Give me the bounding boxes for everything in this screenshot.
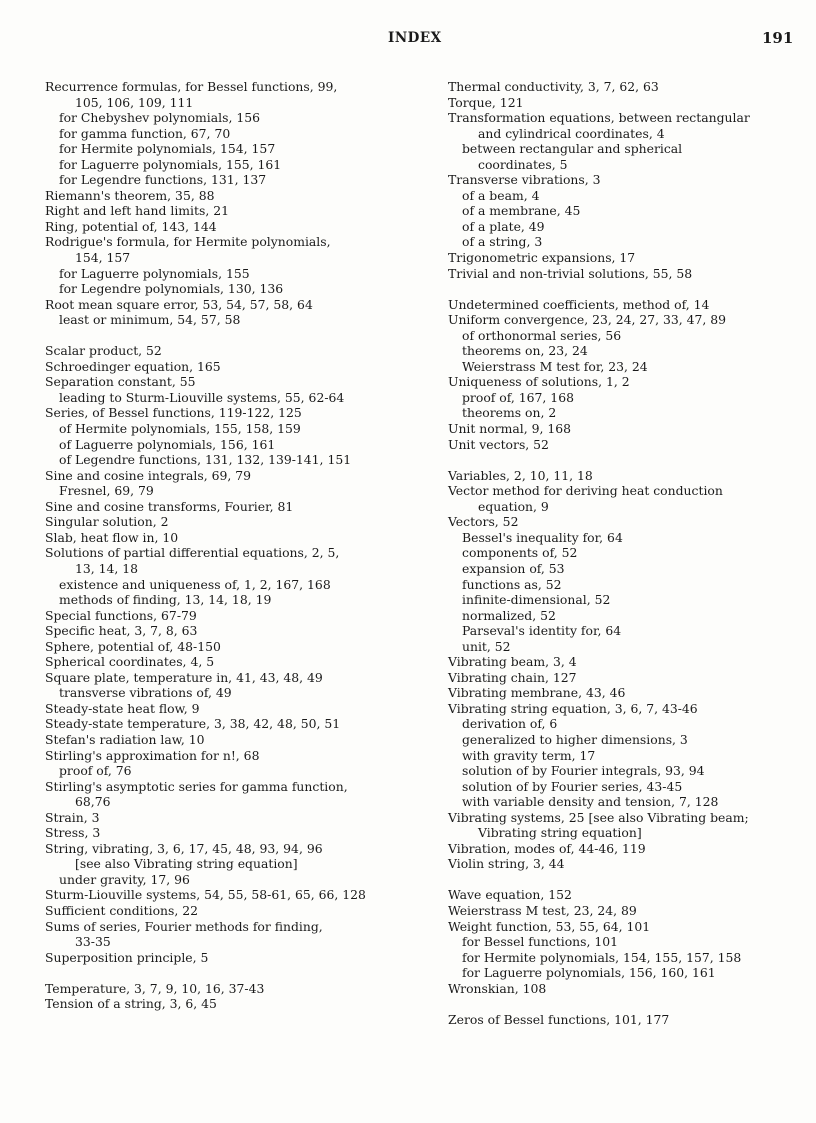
index-entry: Weight function, 53, 55, 64, 101 (448, 918, 651, 934)
index-entry: Stirling's asymptotic series for gamma function, (45, 778, 348, 794)
index-entry: Violin string, 3, 44 (448, 856, 565, 872)
index-subentry: proof of, 76 (59, 763, 132, 779)
index-entry: Sine and cosine integrals, 69, 79 (45, 467, 252, 483)
index-entry: Recurrence formulas, for Bessel functions, 99, (45, 79, 338, 94)
index-subentry: for Laguerre polynomials, 155 (59, 265, 250, 281)
index-subentry: under gravity, 17, 96 (59, 871, 190, 887)
index-entry: Vibrating beam, 3, 4 (448, 654, 577, 670)
index-entry: Specific heat, 3, 7, 8, 63 (45, 623, 198, 639)
index-subentry: of orthonormal series, 56 (462, 327, 622, 343)
section-gap (448, 996, 793, 1012)
index-column-left (45, 79, 395, 1012)
index-subentry: of a membrane, 45 (462, 203, 581, 219)
index-subentry: theorems on, 2 (462, 405, 557, 421)
index-entry: Right and left hand limits, 21 (45, 203, 229, 219)
index-entry: Solutions of partial differential equations, 2, 5, (45, 545, 340, 561)
index-subentry: Weierstrass M test for, 23, 24 (462, 358, 648, 374)
index-entry: Sums of series, Fourier methods for finding, (45, 918, 323, 934)
page-header (0, 30, 816, 50)
index-entry: Stirling's approximation for n!, 68 (45, 747, 260, 763)
index-subentry: Vibrating string equation] (478, 825, 642, 841)
index-entry: Weierstrass M test, 23, 24, 89 (448, 902, 637, 918)
index-entry: Thermal conductivity, 3, 7, 62, 63 (448, 79, 659, 94)
index-entry: Vibrating membrane, 43, 46 (448, 685, 626, 701)
index-subentry: normalized, 52 (462, 607, 556, 623)
index-entry: Rodrigue's formula, for Hermite polynomials, (45, 234, 331, 250)
index-subentry: expansion of, 53 (462, 560, 565, 576)
index-entry: Unit normal, 9, 168 (448, 421, 572, 437)
index-entry: Root mean square error, 53, 54, 57, 58, 64 (45, 296, 313, 312)
section-gap (448, 872, 793, 888)
index-entry: Scalar product, 52 (45, 343, 162, 359)
index-subentry: of a string, 3 (462, 234, 543, 250)
index-entry: Spherical coordinates, 4, 5 (45, 654, 215, 670)
index-subentry: for Laguerre polynomials, 156, 160, 161 (462, 965, 716, 981)
index-entry: Transverse vibrations, 3 (448, 172, 601, 188)
index-entry: Ring, potential of, 143, 144 (45, 218, 217, 234)
index-entry: Wronskian, 108 (448, 980, 547, 996)
index-subentry: 68,76 (75, 794, 111, 810)
index-entry: Torque, 121 (448, 94, 524, 110)
section-gap (45, 965, 395, 981)
index-entry: Tension of a string, 3, 6, 45 (45, 996, 217, 1012)
index-subentry: for Legendre polynomials, 130, 136 (59, 281, 284, 297)
index-subentry: coordinates, 5 (478, 156, 568, 172)
index-entry: Vectors, 52 (448, 514, 519, 530)
index-subentry: for Chebyshev polynomials, 156 (59, 110, 260, 126)
index-subentry: methods of finding, 13, 14, 18, 19 (59, 592, 272, 608)
index-subentry: for Legendre functions, 131, 137 (59, 172, 267, 188)
index-subentry: proof of, 167, 168 (462, 389, 574, 405)
index-subentry: Fresnel, 69, 79 (59, 483, 154, 499)
index-subentry: with variable density and tension, 7, 128 (462, 794, 719, 810)
index-entry: Vibrating systems, 25 [see also Vibrating beam; (448, 809, 749, 825)
index-subentry: leading to Sturm-Liouville systems, 55, 62-64 (59, 389, 345, 405)
section-gap (448, 281, 793, 297)
index-entry: Strain, 3 (45, 809, 100, 825)
index-subentry: of a plate, 49 (462, 218, 545, 234)
index-subentry: theorems on, 23, 24 (462, 343, 588, 359)
index-entry: Sturm-Liouville systems, 54, 55, 58-61, 65, 66, 128 (45, 887, 366, 903)
index-entry: Zeros of Bessel functions, 101, 177 (448, 1011, 670, 1027)
index-entry: Series, of Bessel functions, 119-122, 125 (45, 405, 302, 421)
index-entry: Transformation equations, between rectangular (448, 110, 750, 126)
index-entry: Stefan's radiation law, 10 (45, 731, 205, 747)
index-subentry: derivation of, 6 (462, 716, 558, 732)
index-subentry: of Hermite polynomials, 155, 158, 159 (59, 421, 301, 437)
index-subentry: functions as, 52 (462, 576, 562, 592)
index-entry: Schroedinger equation, 165 (45, 358, 221, 374)
index-subentry: for gamma function, 67, 70 (59, 125, 231, 141)
index-entry: Singular solution, 2 (45, 514, 169, 530)
index-subentry: 13, 14, 18 (75, 560, 139, 576)
index-entry: Unit vectors, 52 (448, 436, 549, 452)
index-subentry: solution of by Fourier series, 43-45 (462, 778, 683, 794)
index-subentry: generalized to higher dimensions, 3 (462, 731, 688, 747)
index-subentry: components of, 52 (462, 545, 578, 561)
index-entry: Sufficient conditions, 22 (45, 902, 199, 918)
index-subentry: 105, 106, 109, 111 (75, 94, 194, 110)
index-subentry: of Laguerre polynomials, 156, 161 (59, 436, 276, 452)
index-entry: Separation constant, 55 (45, 374, 196, 390)
index-subentry: unit, 52 (462, 638, 511, 654)
index-subentry: solution of by Fourier integrals, 93, 94 (462, 763, 705, 779)
index-subentry: 154, 157 (75, 250, 131, 266)
index-entry: String, vibrating, 3, 6, 17, 45, 48, 93, 94, 96 (45, 840, 323, 856)
running-head: INDEX (388, 30, 442, 46)
index-entry: Steady-state temperature, 3, 38, 42, 48, 50, 51 (45, 716, 341, 732)
index-subentry: 33-35 (75, 934, 111, 950)
index-subentry: transverse vibrations of, 49 (59, 685, 232, 701)
index-subentry: for Laguerre polynomials, 155, 161 (59, 156, 282, 172)
index-subentry: for Bessel functions, 101 (462, 934, 619, 950)
index-subentry: [see also Vibrating string equation] (75, 856, 298, 872)
index-subentry: for Hermite polynomials, 154, 155, 157, 158 (462, 949, 742, 965)
index-subentry: Parseval's identity for, 64 (462, 623, 622, 639)
index-subentry: for Hermite polynomials, 154, 157 (59, 141, 276, 157)
index-entry: Variables, 2, 10, 11, 18 (448, 467, 593, 483)
index-entry: Trigonometric expansions, 17 (448, 250, 636, 266)
index-entry: Square plate, temperature in, 41, 43, 48, 49 (45, 669, 323, 685)
index-entry: Trivial and non-trivial solutions, 55, 58 (448, 265, 693, 281)
index-entry: Vibrating string equation, 3, 6, 7, 43-46 (448, 700, 698, 716)
index-entry: Temperature, 3, 7, 9, 10, 16, 37-43 (45, 980, 265, 996)
index-entry: Uniform convergence, 23, 24, 27, 33, 47, 89 (448, 312, 727, 328)
index-entry: Riemann's theorem, 35, 88 (45, 187, 215, 203)
section-gap (45, 328, 395, 344)
index-entry: Sphere, potential of, 48-150 (45, 638, 221, 654)
index-entry: Sine and cosine transforms, Fourier, 81 (45, 498, 294, 514)
index-entry: Special functions, 67-79 (45, 607, 197, 623)
index-entry: Uniqueness of solutions, 1, 2 (448, 374, 630, 390)
index-subentry: between rectangular and spherical (462, 141, 683, 157)
index-subentry: infinite-dimensional, 52 (462, 592, 611, 608)
index-subentry: and cylindrical coordinates, 4 (478, 125, 665, 141)
index-subentry: Bessel's inequality for, 64 (462, 529, 623, 545)
index-subentry: of Legendre functions, 131, 132, 139-141, 151 (59, 452, 352, 468)
index-entry: Wave equation, 152 (448, 887, 572, 903)
section-gap (448, 452, 793, 468)
index-entry: Vibrating chain, 127 (448, 669, 577, 685)
index-entry: Stress, 3 (45, 825, 101, 841)
index-entry: Superposition principle, 5 (45, 949, 209, 965)
index-subentry: equation, 9 (478, 498, 549, 514)
index-subentry: with gravity term, 17 (462, 747, 596, 763)
page-number: 191 (762, 29, 794, 47)
index-entry: Undetermined coefficients, method of, 14 (448, 296, 710, 312)
index-subentry: least or minimum, 54, 57, 58 (59, 312, 241, 328)
index-entry: Slab, heat flow in, 10 (45, 529, 179, 545)
index-column-right (448, 79, 793, 1027)
index-entry: Vector method for deriving heat conduction (448, 483, 723, 499)
index-subentry: existence and uniqueness of, 1, 2, 167, 168 (59, 576, 331, 592)
index-subentry: of a beam, 4 (462, 187, 540, 203)
index-entry: Steady-state heat flow, 9 (45, 700, 200, 716)
index-entry: Vibration, modes of, 44-46, 119 (448, 840, 646, 856)
